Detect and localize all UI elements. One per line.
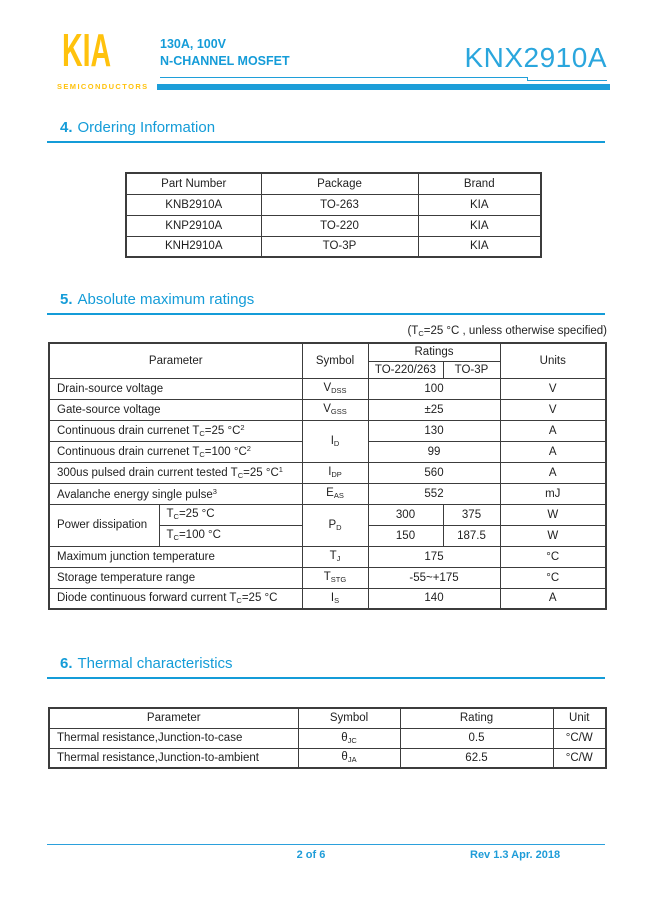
- cell-brand: KIA: [418, 215, 541, 236]
- table-header-row: [126, 173, 541, 194]
- cell-unit: °C/W: [553, 728, 606, 748]
- cell-rating: 62.5: [400, 748, 553, 768]
- section-heading-ordering: [60, 119, 215, 136]
- cell-unit: °C: [500, 546, 606, 567]
- table-row: [49, 483, 606, 504]
- cell-parameter: Gate-source voltage: [49, 399, 302, 420]
- cell-unit: W: [500, 525, 606, 546]
- cell-value: 300: [368, 504, 443, 525]
- col-header-unit: Unit: [553, 708, 606, 728]
- cell-unit: mJ: [500, 483, 606, 504]
- cell-symbol: $E_{AS}$: [302, 483, 368, 504]
- revision-label: Rev 1.3 Apr. 2018: [470, 849, 561, 861]
- cell-value: 130: [368, 420, 500, 441]
- cell-symbol: $T_{STG}$: [302, 567, 368, 588]
- cell-value: 99: [368, 441, 500, 462]
- table-row: [49, 378, 606, 399]
- cell-condition: $T_C=25$ °C: [159, 504, 302, 525]
- cell-parameter: Storage temperature range: [49, 567, 302, 588]
- cell-package: TO-3P: [261, 236, 418, 257]
- cell-symbol: $\theta_{JC}$: [298, 728, 400, 748]
- cell-unit: V: [500, 378, 606, 399]
- col-header-to3p: TO-3P: [443, 361, 500, 378]
- cell-value: 560: [368, 462, 500, 483]
- table-header-row: [49, 343, 606, 361]
- cell-parameter: Continuous drain currenet $T_C=100$ $^\circ C^2$: [49, 441, 302, 462]
- cell-symbol: $I_{DP}$: [302, 462, 368, 483]
- ordering-information-table: [125, 172, 542, 258]
- col-header-rating: Rating: [400, 708, 553, 728]
- cell-value: 175: [368, 546, 500, 567]
- cell-parameter: Continuous drain currenet $T_C=25$ $^\circ C^2$: [49, 420, 302, 441]
- cell-part-number: KNP2910A: [126, 215, 261, 236]
- cell-value: 375: [443, 504, 500, 525]
- col-header-symbol: Symbol: [298, 708, 400, 728]
- cell-symbol: $T_J$: [302, 546, 368, 567]
- cell-unit: A: [500, 588, 606, 609]
- cell-parameter: Avalanche energy single pulse$^3$: [49, 483, 302, 504]
- device-type-line: N-CHANNEL MOSFET: [160, 54, 290, 68]
- table-row: [49, 399, 606, 420]
- section-title: Ordering Information: [77, 119, 216, 136]
- cell-value: 140: [368, 588, 500, 609]
- cell-unit: °C: [500, 567, 606, 588]
- cell-parameter: Thermal resistance,Junction-to-ambient: [49, 748, 298, 768]
- footer-rule: [47, 844, 605, 845]
- cell-value: 187.5: [443, 525, 500, 546]
- col-header-parameter: Parameter: [49, 343, 302, 378]
- cell-symbol: $V_{GSS}$: [302, 399, 368, 420]
- table-row: [49, 420, 606, 441]
- table-row: [49, 588, 606, 609]
- cell-unit: V: [500, 399, 606, 420]
- cell-package: TO-263: [261, 194, 418, 215]
- cell-unit: A: [500, 441, 606, 462]
- cell-symbol: $V_{DSS}$: [302, 378, 368, 399]
- conditions-note: ($T_C=25$ °C , unless otherwise specified): [407, 325, 607, 338]
- cell-unit: A: [500, 462, 606, 483]
- section-title: Thermal characteristics: [77, 655, 233, 672]
- col-header-brand: Brand: [418, 173, 541, 194]
- cell-value: 150: [368, 525, 443, 546]
- table-row: [49, 748, 606, 768]
- table-row: [126, 194, 541, 215]
- section-underline: [47, 313, 605, 315]
- section-underline: [47, 677, 605, 679]
- cell-brand: KIA: [418, 236, 541, 257]
- cell-symbol: $P_D$: [302, 504, 368, 546]
- cell-symbol: $I_S$: [302, 588, 368, 609]
- section-title: Absolute maximum ratings: [77, 291, 255, 308]
- section-number: 6.: [60, 655, 73, 672]
- thermal-characteristics-table: [48, 707, 607, 769]
- table-header-row: [49, 708, 606, 728]
- table-row: [49, 567, 606, 588]
- table-row: [49, 462, 606, 483]
- cell-condition: $T_C=100$ °C: [159, 525, 302, 546]
- cell-value: ±25: [368, 399, 500, 420]
- col-header-ratings: Ratings: [368, 343, 500, 361]
- col-header-symbol: Symbol: [302, 343, 368, 378]
- cell-value: 552: [368, 483, 500, 504]
- page-number: 2 of 6: [296, 849, 326, 861]
- cell-rating: 0.5: [400, 728, 553, 748]
- col-header-package: Package: [261, 173, 418, 194]
- cell-parameter: Power dissipation: [49, 504, 159, 546]
- section-heading-thermal: [60, 655, 233, 672]
- col-header-part-number: Part Number: [126, 173, 261, 194]
- table-row: [49, 546, 606, 567]
- part-number-title: KNX2910A: [464, 42, 607, 73]
- cell-unit: A: [500, 420, 606, 441]
- cell-parameter: Diode continuous forward current $T_C=25$ °C: [49, 588, 302, 609]
- col-header-units: Units: [500, 343, 606, 378]
- absolute-maximum-ratings-table: [48, 342, 607, 610]
- cell-unit: °C/W: [553, 748, 606, 768]
- header-rule-thick: [157, 84, 610, 90]
- cell-parameter: Drain-source voltage: [49, 378, 302, 399]
- kia-logo-subtext: SEMICONDUCTORS: [57, 82, 149, 91]
- cell-package: TO-220: [261, 215, 418, 236]
- cell-parameter: Thermal resistance,Junction-to-case: [49, 728, 298, 748]
- col-header-parameter: Parameter: [49, 708, 298, 728]
- table-row: [126, 236, 541, 257]
- table-row: [49, 504, 606, 525]
- table-row: [49, 728, 606, 748]
- cell-unit: W: [500, 504, 606, 525]
- cell-symbol: $\theta_{JA}$: [298, 748, 400, 768]
- section-number: 5.: [60, 291, 73, 308]
- device-rating-line: 130A, 100V: [160, 37, 227, 51]
- section-underline: [47, 141, 605, 143]
- cell-parameter: 300us pulsed drain current tested $T_C=25$ $^\circ C^1$: [49, 462, 302, 483]
- cell-parameter: Maximum junction temperature: [49, 546, 302, 567]
- device-subtitle: [160, 36, 290, 70]
- section-heading-ratings: [60, 291, 254, 308]
- col-header-to220-263: TO-220/263: [368, 361, 443, 378]
- cell-brand: KIA: [418, 194, 541, 215]
- table-row: [126, 215, 541, 236]
- cell-value: 100: [368, 378, 500, 399]
- kia-logo: KIA: [62, 24, 112, 76]
- cell-value: -55~+175: [368, 567, 500, 588]
- section-number: 4.: [60, 119, 73, 136]
- cell-symbol: $I_D$: [302, 420, 368, 462]
- cell-part-number: KNB2910A: [126, 194, 261, 215]
- header-rule-thin: [160, 77, 527, 78]
- header-rule-thin-right: [527, 80, 607, 81]
- cell-part-number: KNH2910A: [126, 236, 261, 257]
